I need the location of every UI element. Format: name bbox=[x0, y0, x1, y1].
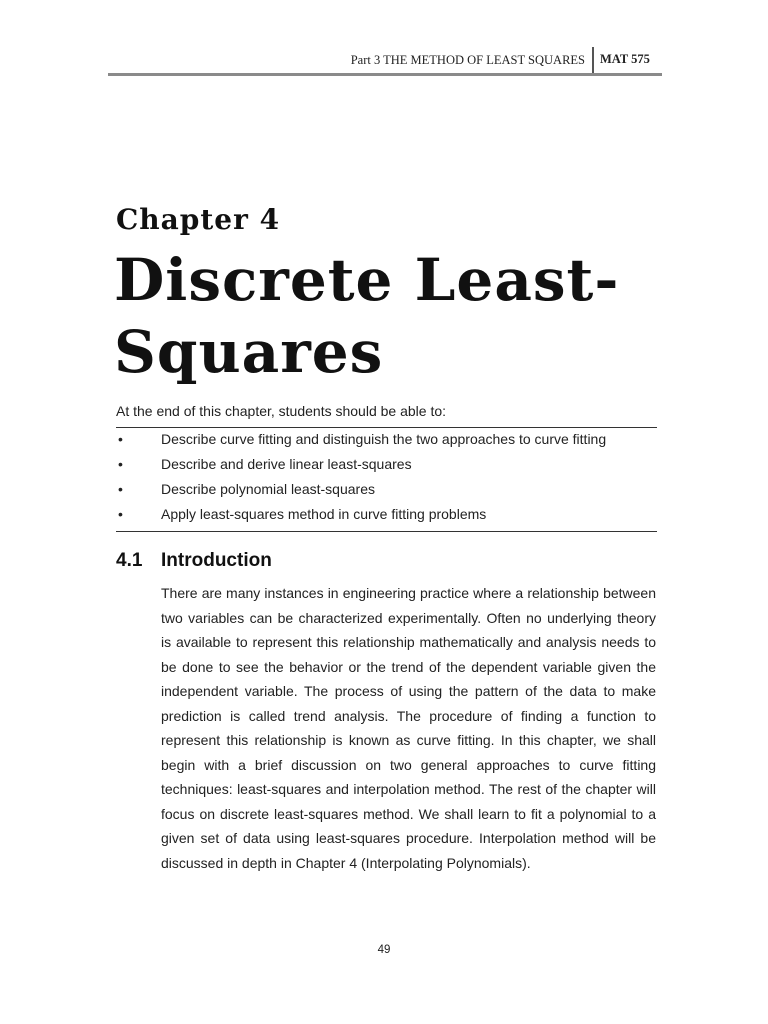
objective-item bbox=[116, 504, 657, 529]
objectives-intro: At the end of this chapter, students should be able to: bbox=[116, 403, 447, 419]
chapter-title: Discrete Least-Squares bbox=[114, 246, 620, 386]
bullet-icon: • bbox=[118, 506, 123, 522]
objective-item bbox=[116, 479, 657, 504]
objective-item bbox=[116, 454, 657, 479]
bullet-icon: • bbox=[118, 431, 123, 447]
running-header bbox=[108, 44, 662, 76]
header-rule bbox=[108, 73, 662, 76]
bullet-icon: • bbox=[118, 456, 123, 472]
objective-text: Describe polynomial least-squares bbox=[161, 481, 375, 497]
chapter-label: Chapter 4 bbox=[116, 203, 281, 236]
objectives-top-rule bbox=[116, 427, 657, 428]
objectives-list bbox=[116, 429, 657, 529]
header-course-code: MAT 575 bbox=[600, 52, 650, 66]
section-body-paragraph: There are many instances in engineering practice where a relationship between two variables can be characterized experimentally. Often no underlying theory is available to represent this relationship mathematically and analysis needs to be done to see the behavior or the trend of the dependent variable given the independent variable. The process of using the pattern of the data to make prediction is called trend analysis. The procedure of finding a function to represent this relationship is known as curve fitting. In this chapter, we shall begin with a brief discussion on two general approaches to curve fitting techniques: least-squares and interpolation method. The rest of the chapter will focus on discrete least-squares method. We shall learn to fit a polynomial to a given set of data using least-squares procedure. Interpolation method will be discussed in depth in Chapter 4 (Interpolating Polynomials). bbox=[161, 585, 656, 871]
page-number: 49 bbox=[377, 944, 391, 956]
objective-text: Describe curve fitting and distinguish the two approaches to curve fitting bbox=[161, 431, 607, 447]
section-heading bbox=[116, 550, 272, 572]
bullet-icon: • bbox=[118, 481, 123, 497]
objective-text: Describe and derive linear least-squares bbox=[161, 456, 412, 472]
section-number: 4.1 bbox=[116, 550, 143, 571]
section-title: Introduction bbox=[161, 550, 272, 571]
objective-text: Apply least-squares method in curve fitting problems bbox=[161, 506, 487, 522]
objectives-bottom-rule bbox=[116, 531, 657, 532]
header-part-title: Part 3 THE METHOD OF LEAST SQUARES bbox=[350, 53, 585, 67]
header-separator bbox=[592, 47, 594, 76]
objective-item bbox=[116, 429, 657, 454]
